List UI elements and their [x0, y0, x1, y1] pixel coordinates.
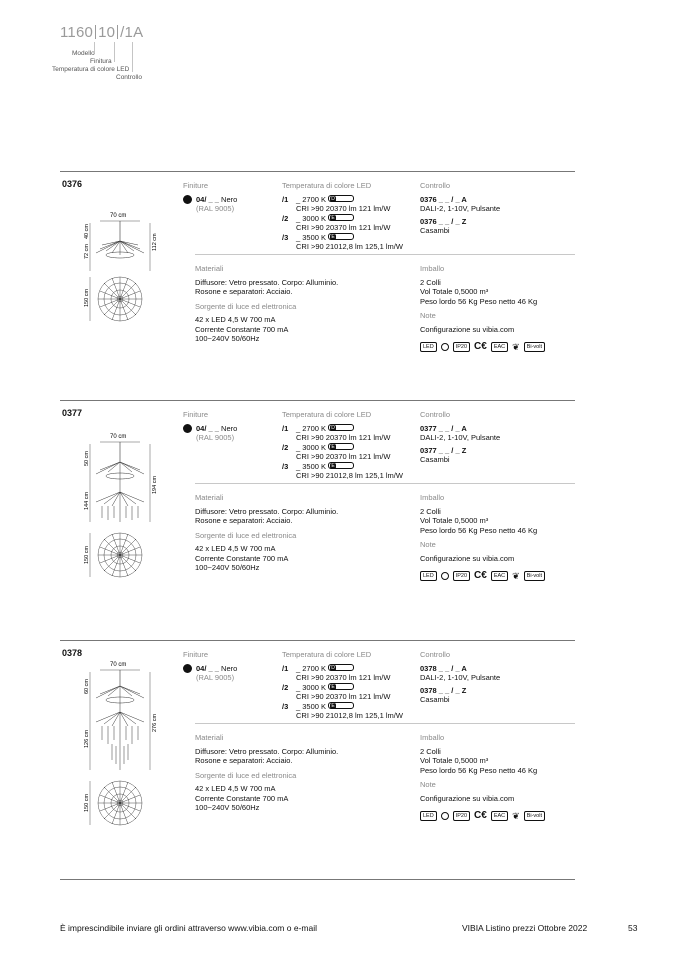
bivolt-icon: Bi-volt — [524, 342, 545, 352]
materials-text: Diffusore: Vetro pressato. Corpo: Alluminio. — [195, 277, 339, 287]
energy-class-icon: E — [328, 443, 354, 450]
legend-label-temp: Temperatura di colore LED — [52, 66, 130, 73]
control-desc: Casambi — [420, 226, 450, 235]
footer-catalog-title: VIBIA Listino prezzi Ottobre 2022 — [462, 923, 588, 933]
materials-text: Diffusore: Vetro pressato. Corpo: Alluminio. — [195, 506, 339, 516]
dim-width: 70 cm — [110, 213, 127, 219]
control-desc: DALI-2, 1-10V, Pulsante — [420, 204, 501, 213]
temp-code: /1 — [282, 194, 289, 204]
packaging-column — [420, 733, 575, 821]
code-legend — [52, 24, 152, 84]
dimmable-icon — [441, 572, 449, 580]
control-desc: DALI-2, 1-10V, Pulsante — [420, 433, 501, 442]
dim-b: 60 cm — [84, 679, 90, 694]
control-code: 0377 _ _ / _ A — [420, 423, 467, 433]
finish-column — [183, 410, 263, 443]
finish-name: Nero — [221, 663, 238, 673]
temperature-column — [282, 181, 412, 252]
energy-class-icon: E — [328, 233, 354, 240]
control-code: 0378 _ _ / _ Z — [420, 685, 467, 695]
note-heading: Note — [420, 311, 436, 320]
materials-column — [195, 493, 395, 573]
control-column — [420, 181, 570, 236]
energy-class-icon: E — [328, 702, 354, 709]
finish-ral: (RAL 9005) — [196, 673, 235, 682]
product-code: 0376 — [62, 179, 83, 189]
source-line: 42 x LED 4,5 W 700 mA — [195, 544, 276, 553]
temp-spec: CRI >90 21012,8 lm 125,1 lm/W — [296, 242, 403, 251]
eac-icon: EAC — [491, 811, 508, 821]
temp-k: _ 2700 K — [296, 423, 327, 433]
source-heading: Sorgente di luce ed elettronica — [195, 770, 297, 780]
finish-name: Nero — [221, 194, 238, 204]
finish-ral: (RAL 9005) — [196, 204, 235, 213]
temp-k: _ 2700 K — [296, 663, 327, 673]
bivolt-icon: Bi-volt — [524, 811, 545, 821]
finish-heading: Finiture — [183, 181, 209, 190]
ip20-icon: IP20 — [453, 342, 470, 352]
lamp-drawing — [82, 211, 177, 371]
temp-k: _ 2700 K — [296, 194, 327, 204]
legend-codes — [60, 24, 143, 41]
led-icon: LED — [420, 571, 437, 581]
materials-text-2: Rosone e separatori: Acciaio. — [195, 287, 293, 296]
eac-icon: EAC — [491, 342, 508, 352]
source-line: Corrente Constante 700 mA — [195, 324, 289, 334]
finish-swatch-black — [183, 424, 192, 433]
energy-class-icon: D — [328, 424, 354, 431]
energy-class-icon: E — [328, 683, 354, 690]
dim-total: 112 cm — [152, 233, 158, 251]
dim-a: 126 cm — [84, 729, 90, 748]
finish-name: Nero — [221, 423, 238, 433]
control-code: 0378 _ _ / _ A — [420, 663, 467, 673]
pack-line: Vol Totale 0,5000 m³ — [420, 287, 489, 296]
temp-code: /1 — [282, 663, 289, 673]
legend-code-model: 1160 — [60, 24, 94, 41]
source-heading: Sorgente di luce ed elettronica — [195, 530, 297, 540]
lamp-drawing — [82, 660, 177, 850]
control-column — [420, 410, 570, 465]
source-line: 100~240V 50/60Hz — [195, 563, 260, 572]
pack-heading: Imballo — [420, 264, 445, 273]
dim-a: 144 cm — [84, 491, 90, 510]
product-section-0378 — [60, 640, 575, 878]
temp-k: _ 3000 K — [296, 442, 327, 452]
temp-code: /3 — [282, 701, 289, 711]
control-code: 0376 _ _ / _ A — [420, 194, 467, 204]
temp-code: /1 — [282, 423, 289, 433]
dimmable-icon — [441, 343, 449, 351]
temp-spec: CRI >90 20370 lm 121 lm/W — [296, 223, 391, 232]
source-line: 100~240V 50/60Hz — [195, 803, 260, 812]
finish-code: 04/ _ _ — [196, 663, 219, 673]
control-desc: DALI-2, 1-10V, Pulsante — [420, 673, 501, 682]
temp-code: /2 — [282, 442, 289, 452]
eco-leaf-icon: ❦ — [512, 570, 520, 581]
footer-order-note: È imprescindibile inviare gli ordini attraverso www.vibia.com o e-mail — [60, 923, 317, 933]
pack-line: Peso lordo 56 Kg Peso netto 46 Kg — [420, 525, 538, 535]
temp-heading: Temperatura di colore LED — [282, 410, 372, 419]
source-heading: Sorgente di luce ed elettronica — [195, 301, 297, 311]
temp-k: _ 3500 K — [296, 461, 327, 471]
control-column — [420, 650, 570, 705]
dim-total: 276 cm — [152, 713, 158, 732]
energy-class-icon: D — [328, 195, 354, 202]
temp-k: _ 3000 K — [296, 213, 327, 223]
cert-icons — [420, 571, 575, 581]
packaging-column — [420, 493, 575, 581]
page-number: 53 — [628, 923, 638, 933]
dim-width: 70 cm — [110, 662, 127, 668]
product-section-0376 — [60, 171, 575, 401]
temp-code: /2 — [282, 682, 289, 692]
source-line: 100~240V 50/60Hz — [195, 334, 260, 343]
energy-class-icon: D — [328, 664, 354, 671]
eco-leaf-icon: ❦ — [512, 810, 520, 821]
control-heading: Controllo — [420, 650, 451, 659]
dim-b: 40 cm — [84, 224, 90, 239]
note-heading: Note — [420, 540, 436, 549]
finish-ral: (RAL 9005) — [196, 433, 235, 442]
finish-column — [183, 181, 263, 214]
pack-line: 2 Colli — [420, 277, 441, 287]
dimmable-icon — [441, 812, 449, 820]
finish-heading: Finiture — [183, 650, 209, 659]
legend-code-finish: 10 — [98, 24, 116, 41]
temp-heading: Temperatura di colore LED — [282, 650, 372, 659]
energy-class-icon: E — [328, 214, 354, 221]
ce-icon: C€ — [474, 570, 487, 581]
finish-code: 04/ _ _ — [196, 194, 219, 204]
temp-k: _ 3500 K — [296, 701, 327, 711]
source-line: 42 x LED 4,5 W 700 mA — [195, 315, 276, 324]
eac-icon: EAC — [491, 571, 508, 581]
legend-label-model: Modello — [72, 50, 95, 57]
note-text: Configurazione su vibia.com — [420, 553, 515, 563]
pack-heading: Imballo — [420, 733, 445, 742]
dim-plan: 150 cm — [84, 545, 90, 564]
materials-heading: Materiali — [195, 493, 224, 502]
finish-swatch-black — [183, 195, 192, 204]
control-desc: Casambi — [420, 695, 450, 704]
note-text: Configurazione su vibia.com — [420, 324, 515, 334]
temp-spec: CRI >90 20370 lm 121 lm/W — [296, 452, 391, 461]
ce-icon: C€ — [474, 341, 487, 352]
temp-spec: CRI >90 20370 lm 121 lm/W — [296, 433, 391, 442]
temp-spec: CRI >90 20370 lm 121 lm/W — [296, 204, 391, 213]
packaging-column — [420, 264, 575, 352]
materials-heading: Materiali — [195, 733, 224, 742]
product-section-0377 — [60, 400, 575, 640]
pack-line: 2 Colli — [420, 746, 441, 756]
dim-plan: 150 cm — [84, 288, 90, 307]
cert-icons — [420, 811, 575, 821]
note-heading: Note — [420, 780, 436, 789]
pack-line: 2 Colli — [420, 506, 441, 516]
finish-swatch-black — [183, 664, 192, 673]
product-code: 0378 — [62, 648, 83, 658]
source-line: Corrente Constante 700 mA — [195, 553, 289, 563]
pack-line: Peso lordo 56 Kg Peso netto 46 Kg — [420, 765, 538, 775]
product-code: 0377 — [62, 408, 83, 418]
lamp-drawing — [82, 432, 177, 602]
temp-spec: CRI >90 20370 lm 121 lm/W — [296, 692, 391, 701]
materials-column — [195, 733, 395, 813]
finish-heading: Finiture — [183, 410, 209, 419]
dim-plan: 150 cm — [84, 793, 90, 812]
cert-icons — [420, 342, 575, 352]
temp-heading: Temperatura di colore LED — [282, 181, 372, 190]
control-desc: Casambi — [420, 455, 450, 464]
led-icon: LED — [420, 342, 437, 352]
temp-code: /3 — [282, 461, 289, 471]
control-heading: Controllo — [420, 181, 451, 190]
note-text: Configurazione su vibia.com — [420, 793, 515, 803]
pack-line: Peso lordo 56 Kg Peso netto 46 Kg — [420, 296, 538, 306]
led-icon: LED — [420, 811, 437, 821]
dim-total: 194 cm — [152, 475, 158, 494]
materials-text-2: Rosone e separatori: Acciaio. — [195, 516, 293, 525]
temp-k: _ 3500 K — [296, 232, 327, 242]
control-heading: Controllo — [420, 410, 451, 419]
dim-b: 50 cm — [84, 451, 90, 466]
temp-k: _ 3000 K — [296, 682, 327, 692]
temp-code: /3 — [282, 232, 289, 242]
ce-icon: C€ — [474, 810, 487, 821]
dim-a: 72 cm — [84, 244, 90, 259]
temp-spec: CRI >90 21012,8 lm 125,1 lm/W — [296, 711, 403, 720]
bottom-rule — [60, 879, 575, 880]
legend-code-temp: /1A — [120, 24, 144, 41]
temperature-column — [282, 650, 412, 721]
control-code: 0377 _ _ / _ Z — [420, 445, 467, 455]
finish-column — [183, 650, 263, 683]
temperature-column — [282, 410, 412, 481]
materials-text-2: Rosone e separatori: Acciaio. — [195, 756, 293, 765]
temp-spec: CRI >90 21012,8 lm 125,1 lm/W — [296, 471, 403, 480]
legend-label-control: Controllo — [116, 74, 143, 81]
ip20-icon: IP20 — [453, 811, 470, 821]
materials-column — [195, 264, 395, 344]
eco-leaf-icon: ❦ — [512, 341, 520, 352]
dim-width: 70 cm — [110, 434, 127, 440]
pack-heading: Imballo — [420, 493, 445, 502]
finish-code: 04/ _ _ — [196, 423, 219, 433]
materials-heading: Materiali — [195, 264, 224, 273]
pack-line: Vol Totale 0,5000 m³ — [420, 756, 489, 765]
product-diagram — [82, 660, 177, 890]
temp-code: /2 — [282, 213, 289, 223]
bivolt-icon: Bi-volt — [524, 571, 545, 581]
ip20-icon: IP20 — [453, 571, 470, 581]
pack-line: Vol Totale 0,5000 m³ — [420, 516, 489, 525]
energy-class-icon: E — [328, 462, 354, 469]
temp-spec: CRI >90 20370 lm 121 lm/W — [296, 673, 391, 682]
source-line: 42 x LED 4,5 W 700 mA — [195, 784, 276, 793]
legend-label-finish: Finitura — [90, 58, 112, 65]
product-diagram — [82, 432, 177, 662]
source-line: Corrente Constante 700 mA — [195, 793, 289, 803]
materials-text: Diffusore: Vetro pressato. Corpo: Alluminio. — [195, 746, 339, 756]
control-code: 0376 _ _ / _ Z — [420, 216, 467, 226]
